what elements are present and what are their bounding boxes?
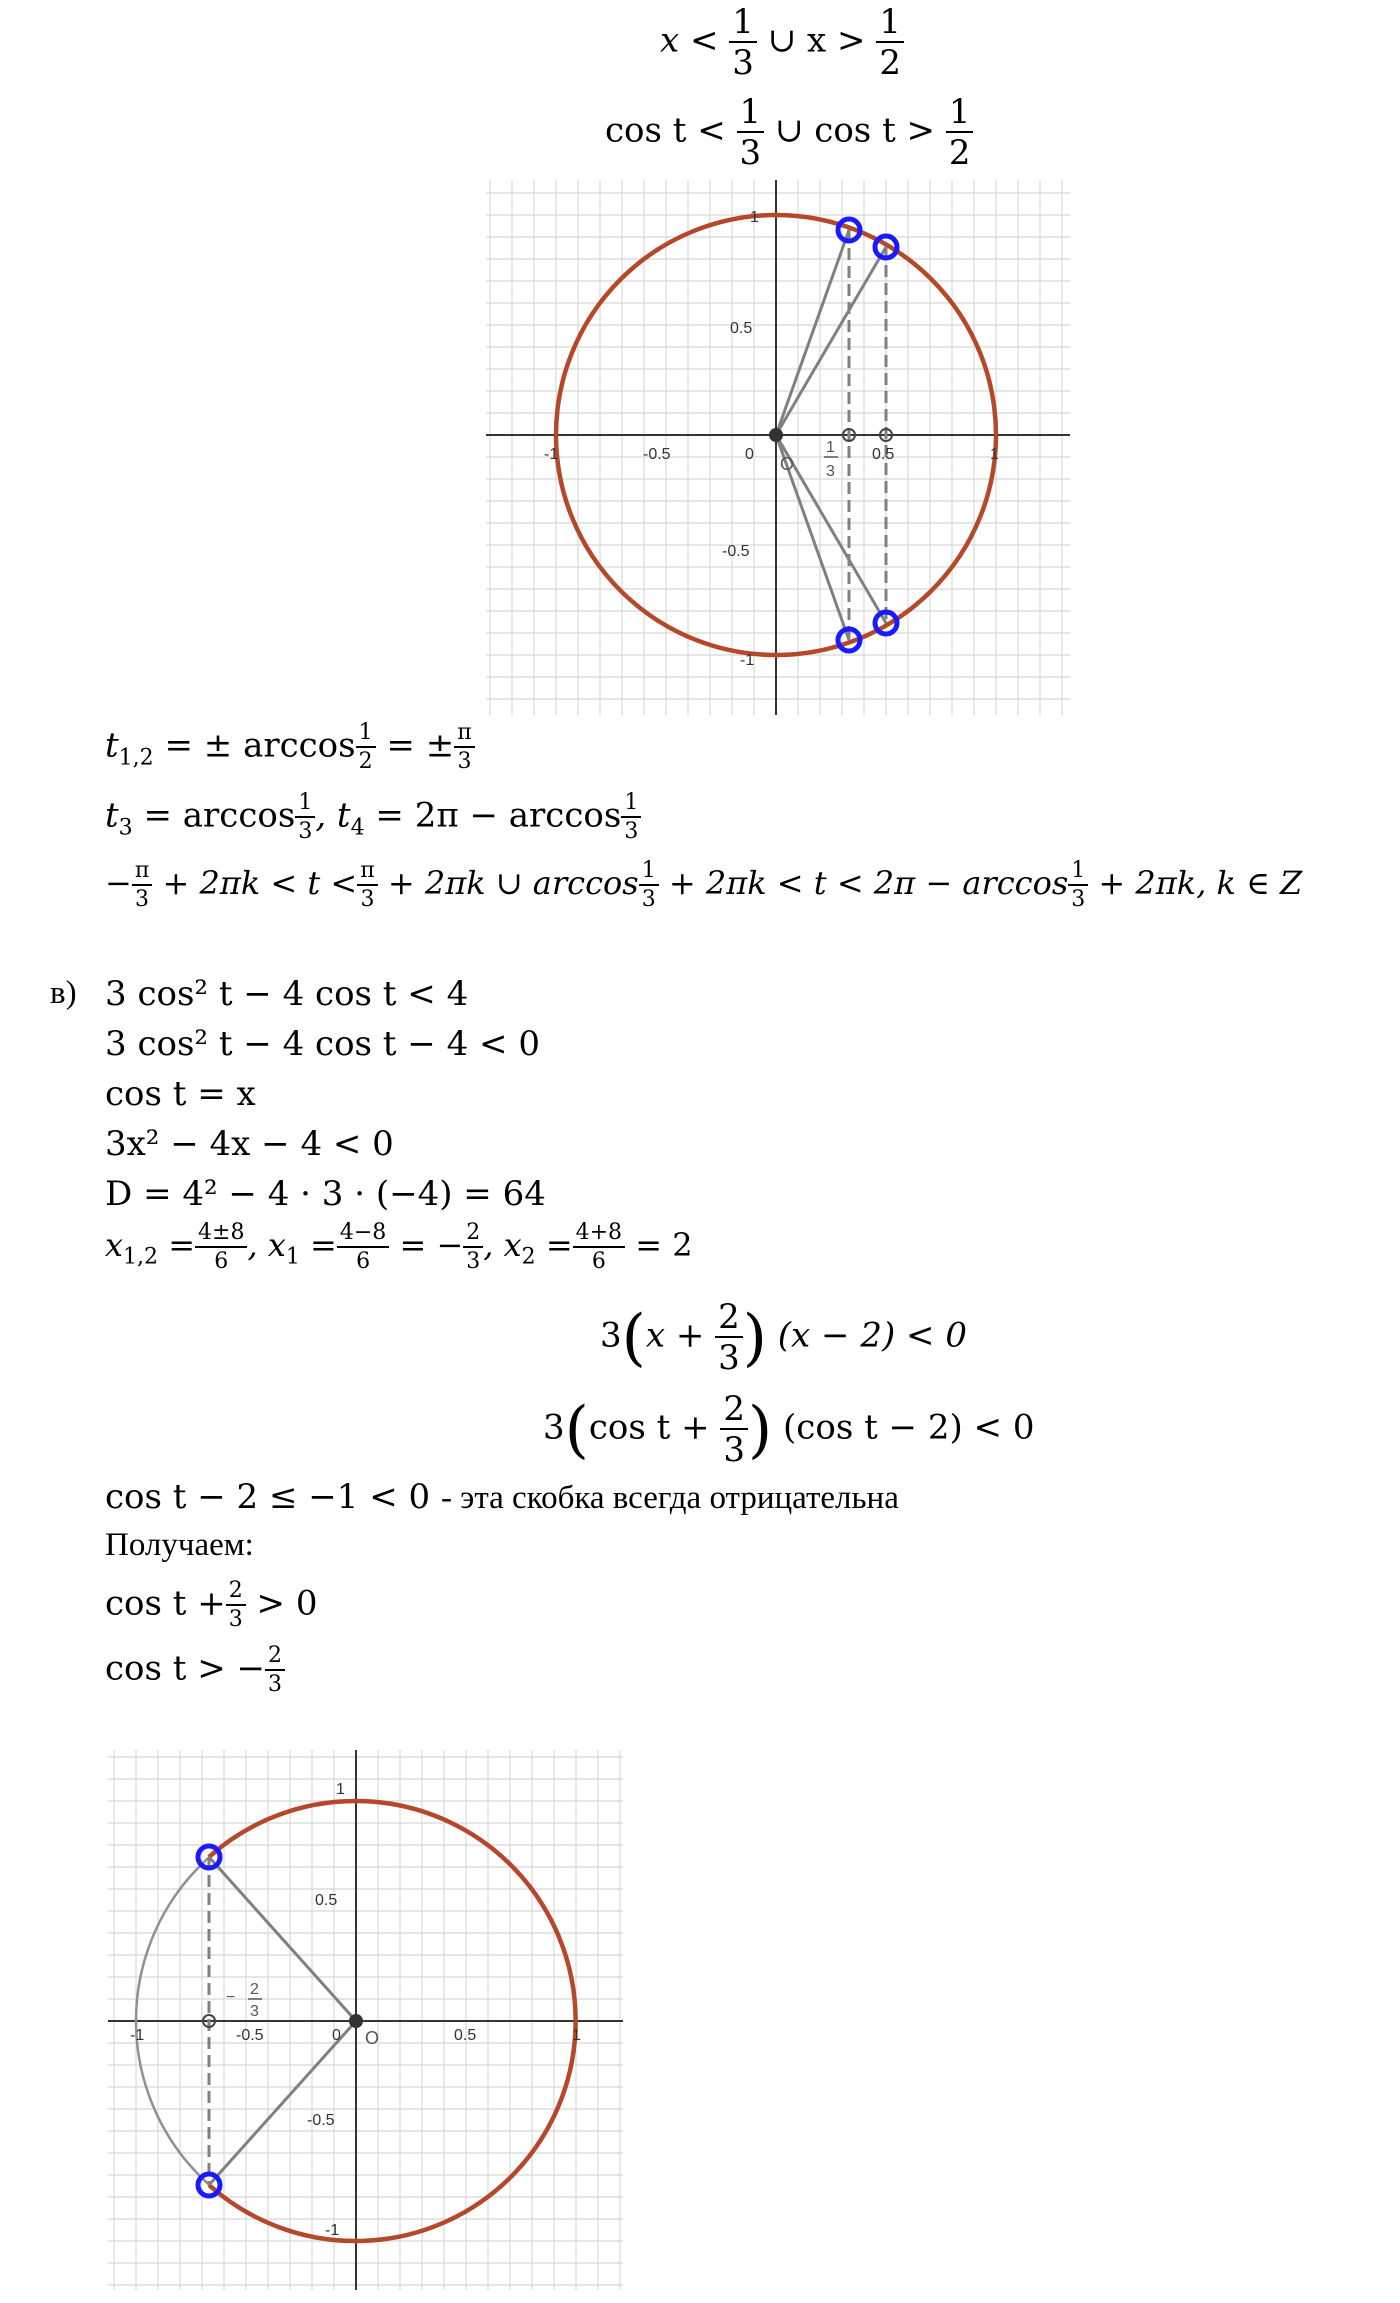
note-text: - эта скобка всегда отрицательна <box>440 1480 899 1516</box>
minus-two-thirds-label <box>226 1981 262 2020</box>
v-line-9: cos t − 2 ≤ −1 < 0 - эта скобка всегда отрицательна <box>105 1477 899 1517</box>
frac-one-half: $\frac{1}{2}$ <box>876 5 904 80</box>
origin-point <box>769 428 783 442</box>
tick-labels-y <box>307 1781 345 2239</box>
tick-x: -1 <box>544 446 559 463</box>
tick-x: 0.5 <box>454 2027 477 2044</box>
tick-x: 1 <box>990 446 999 463</box>
origin-label: O <box>365 2028 380 2048</box>
top-line-1 <box>660 2 904 83</box>
tick-y: 0.5 <box>315 1892 338 1909</box>
svg-text:2: 2 <box>250 1981 259 1998</box>
sol-line-1: $t_{1,2}$ = ± arccos $\frac{1}{2}$ = ± $\frac{\pi}{3}$ <box>105 722 475 773</box>
origin-label: O <box>780 454 795 474</box>
svg-text:1: 1 <box>826 439 835 456</box>
line1-a: x < <box>660 20 719 61</box>
tick-y: -1 <box>740 652 755 669</box>
v-line-8: 3(cos t + $\frac{2}{3}$ ) (cos t − 2) < 0 <box>543 1389 1035 1470</box>
tick-x: 0.5 <box>872 446 895 463</box>
tick-x: -1 <box>130 2027 145 2044</box>
svg-text:−: − <box>226 1989 236 2006</box>
sol-line-3: − $\frac{\pi}{3}$ + 2πk < t < $\frac{\pi}{3}$ + 2πk ∪ arccos $\frac{1}{3}$ + 2πk < t < 2π − arccos $\frac{1}{3}$ + 2πk, k ∈ Z <box>105 858 1303 912</box>
grid <box>486 180 1070 715</box>
v-line-12: cos t > − $\frac{2}{3}$ <box>105 1645 285 1696</box>
line1-b: ∪ x > <box>767 20 866 61</box>
frac-one-third: $\frac{1}{3}$ <box>737 95 765 170</box>
one-third-label <box>824 439 838 480</box>
frac-one-third: $\frac{1}{3}$ <box>729 5 757 80</box>
tick-x: -0.5 <box>236 2027 264 2044</box>
v-line-3: cos t = x <box>105 1074 256 1114</box>
tick-y: -0.5 <box>307 2112 335 2129</box>
line2-b: ∪ cos t > <box>775 110 936 151</box>
sol-line-2: $t_3 = \arccos$ $\frac{1}{3}$ , $t_4 = 2\pi - \arccos$ $\frac{1}{3}$ <box>105 792 641 843</box>
tick-x: -0.5 <box>643 446 671 463</box>
line2-a: cos t < <box>605 110 726 151</box>
origin-point <box>349 2014 363 2028</box>
v-line-6: $x_{1,2}$ = $\frac{4\pm 8}{6}$ , $x_1$ = $\frac{4-8}{6}$ = − $\frac{2}{3}$ , $x_2$ = $\frac{4+8}{6}$ = 2 <box>105 1220 693 1274</box>
tick-y: 1 <box>336 1781 345 1798</box>
tick-y: 0.5 <box>730 320 753 337</box>
tick-labels-x <box>544 446 999 463</box>
svg-text:3: 3 <box>826 463 835 480</box>
unit-circle-graph-1 <box>486 180 1070 715</box>
tick-x: 0 <box>745 446 754 463</box>
tick-x: 1 <box>572 2027 581 2044</box>
v-line-7: 3(x + $\frac{2}{3}$ ) (x − 2) < 0 <box>600 1297 967 1378</box>
frac-one-half: $\frac{1}{2}$ <box>946 95 974 170</box>
v-line-11: cos t + $\frac{2}{3}$ > 0 <box>105 1578 318 1632</box>
v-line-4: 3x² − 4x − 4 < 0 <box>105 1124 394 1164</box>
unit-circle-graph-2 <box>108 1750 623 2290</box>
tick-y: 1 <box>750 209 759 226</box>
tick-y: -1 <box>325 2222 340 2239</box>
part-v-label: в) <box>50 975 77 1011</box>
v-line-10: Получаем: <box>105 1527 254 1563</box>
tick-y: -0.5 <box>722 543 750 560</box>
tick-x: 0 <box>332 2027 341 2044</box>
v-line-5: D = 4² − 4 · 3 · (−4) = 64 <box>105 1174 546 1214</box>
top-line-2 <box>605 92 973 173</box>
v-line-1: 3 cos² t − 4 cos t < 4 <box>105 974 469 1014</box>
svg-text:3: 3 <box>250 2003 259 2020</box>
v-line-2: 3 cos² t − 4 cos t − 4 < 0 <box>105 1024 540 1064</box>
